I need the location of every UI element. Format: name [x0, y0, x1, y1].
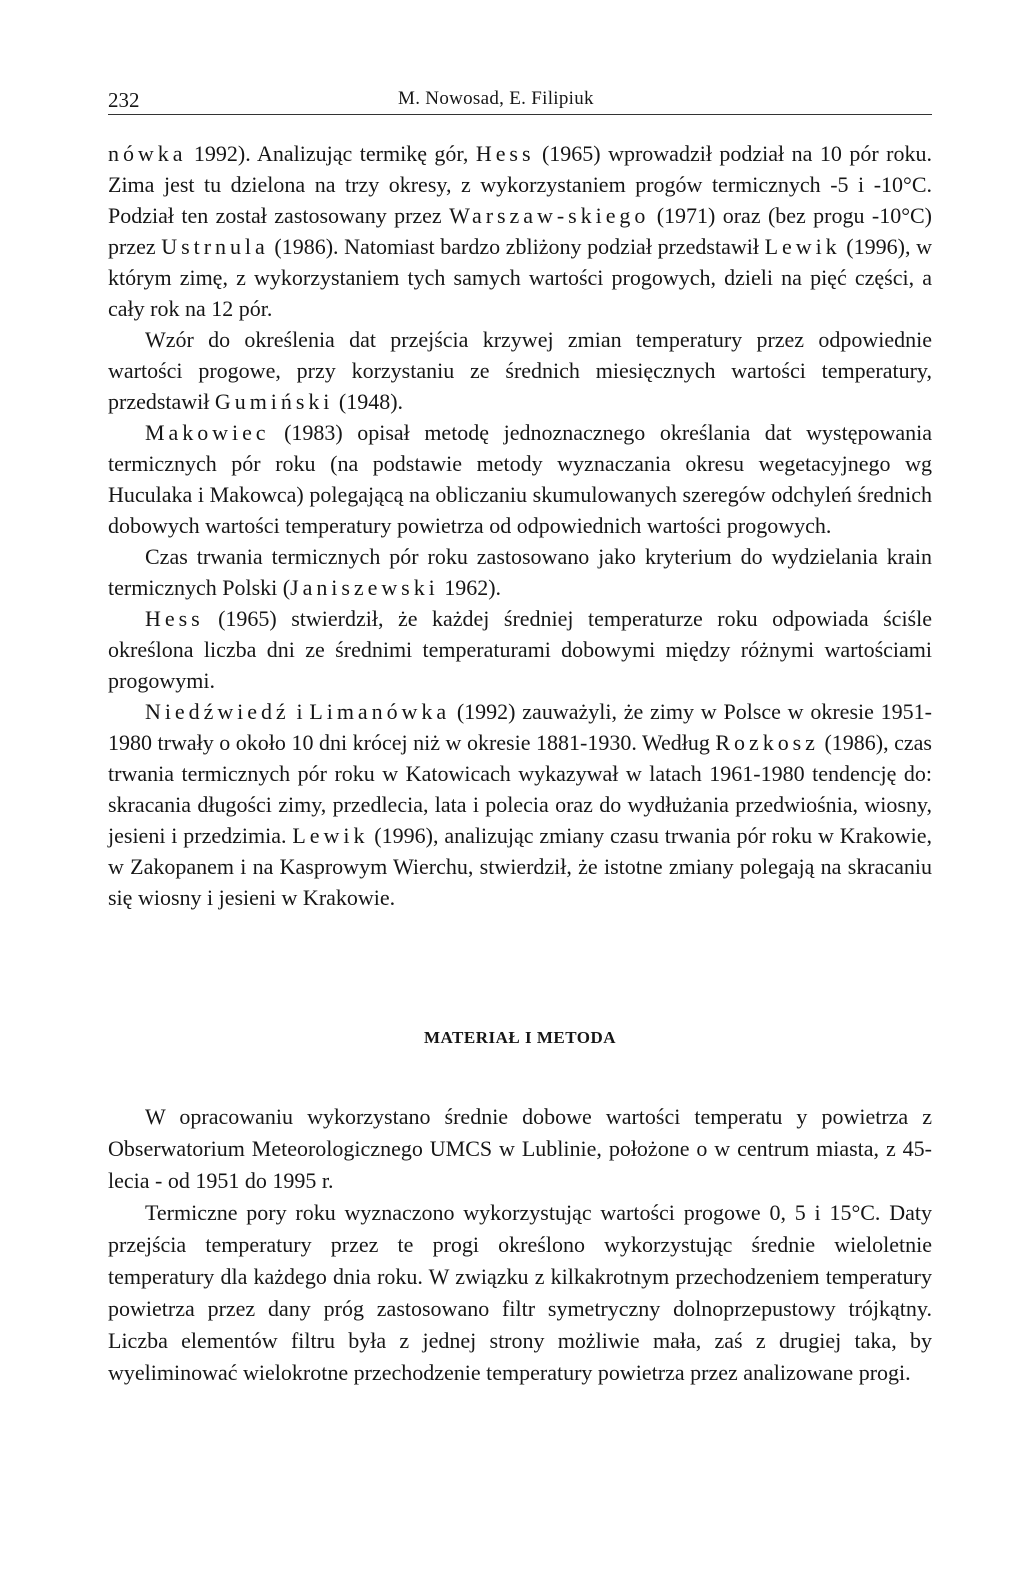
body-text-lower: [108, 1101, 932, 1389]
text-run: (1971) oraz (bez progu -10°C) przez: [108, 203, 932, 259]
paragraph-5: [108, 603, 932, 696]
text-run: (1992) zauważyli, że zimy w Polsce w okresie 1951-1980 trwały o około 10 dni krócej niż w okresie 1881-1930. Według: [108, 699, 932, 755]
page-number: 232: [108, 88, 140, 112]
paragraph-6: [108, 696, 932, 913]
paragraph-2: [108, 324, 932, 417]
author-ref: Ustrnula: [161, 234, 269, 259]
paragraph-8: Termiczne pory roku wyznaczono wykorzystując wartości progowe 0, 5 i 15°C. Daty przejścia temperatury przez te progi określono wykorzystując średnie wieloletnie temperatury dla każdego dnia roku. W związku z kilkakrotnym przechodzeniem temperatury powietrza przez dany próg zastosowano filtr symetryczny dolnoprzepustowy trójkątny. Liczba elementów filtru była z jednej strony możliwie mała, zaś z drugiej taka, by wyeliminować wielokrotne przechodzenie temperatury powietrza przez analizowane progi.: [108, 1200, 932, 1385]
author-ref: Makowiec: [145, 420, 270, 445]
text-run: (1948).: [333, 389, 404, 414]
text-run: (1996), w którym zimę, z wykorzystaniem tych samych wartości progowych, dzieli na pięć części, a cały rok na 12 pór.: [108, 234, 932, 321]
paragraph-7: W opracowaniu wykorzystano średnie dobowe wartości temperatu y powietrza z Obserwatorium Meteorologicznego UMCS w Lublinie, położone o w centrum miasta, z 45-lecia - od 1951 do 1995 r.: [108, 1104, 932, 1193]
author-ref: Warszaw-skiego: [449, 203, 650, 228]
text-run: 1992). Analizując termikę gór,: [186, 141, 476, 166]
author-ref: Hess: [475, 141, 535, 166]
paragraph-3: [108, 417, 932, 541]
text-run: (1983) opisał metodę jednoznacznego określania dat występowania termicznych pór roku (na podstawie metody wyznaczania okresu wegetacyjnego wg Huculaka i Makowca) polegającą na obliczaniu skumulowanych szeregów odchyleń średnich dobowych wartości temperatury powietrza od odpowiednich wartości progowych.: [108, 420, 932, 538]
author-ref: Limanówka: [309, 699, 451, 724]
text-run: (1965) stwierdził, że każdej średniej temperaturze roku odpowiada ściśle określona liczba dni ze średnimi temperaturami dobowymi między różnymi wartościami progowymi.: [108, 606, 932, 693]
text-run: i: [289, 699, 310, 724]
author-ref: Janiszewski: [290, 575, 439, 600]
header-rule: [108, 114, 932, 115]
author-ref: Rozkosz: [715, 730, 819, 755]
text-run: (1986). Natomiast bardzo zbliżony podział przedstawił: [268, 234, 765, 259]
text-run: (1996), analizując zmiany czasu trwania pór roku w Krakowie, w Zakopanem i na Kasprowym Wierchu, stwierdził, że istotne zmiany polegają na skracaniu się wiosny i jesieni w Krakowie.: [108, 823, 932, 910]
author-ref: Niedźwiedź: [145, 699, 290, 724]
author-ref: nówka: [108, 141, 187, 166]
body-text-upper: [108, 138, 932, 913]
text-run: Czas trwania termicznych pór roku zastosowano jako kryterium do wydzielania krain termicznych Polski (: [108, 544, 932, 600]
author-ref: Lewik: [764, 234, 841, 259]
paragraph-4: [108, 541, 932, 603]
text-run: Wzór do określenia dat przejścia krzywej zmian temperatury przez odpowiednie wartości progowe, przy korzystaniu ze średnich miesięcznych wartości temperatury, przedstawił: [108, 327, 932, 414]
text-run: (1986), czas trwania termicznych pór roku w Katowicach wykazywał w latach 1961-1980 tendencję do: skracania długości zimy, przedlecia, lata i polecia oraz do wydłużania przedwiośnia, wiosny, jesieni i przedzimia.: [108, 730, 932, 848]
paragraph-1: [108, 138, 932, 324]
author-ref: Lewik: [292, 823, 369, 848]
text-run: 1962).: [438, 575, 502, 600]
author-ref: Gumiński: [214, 389, 334, 414]
running-head-authors: M. Nowosad, E. Filipiuk: [398, 88, 594, 109]
section-title: MATERIAŁ I METODA: [423, 1028, 617, 1047]
text-run: (1965) wprowadził podział na 10 pór roku. Zima jest tu dzielona na trzy okresy, z wykorzystaniem progów termicznych -5 i -10°C. Podział ten został zastosowany przez: [108, 141, 932, 228]
author-ref: Hess: [145, 606, 204, 631]
